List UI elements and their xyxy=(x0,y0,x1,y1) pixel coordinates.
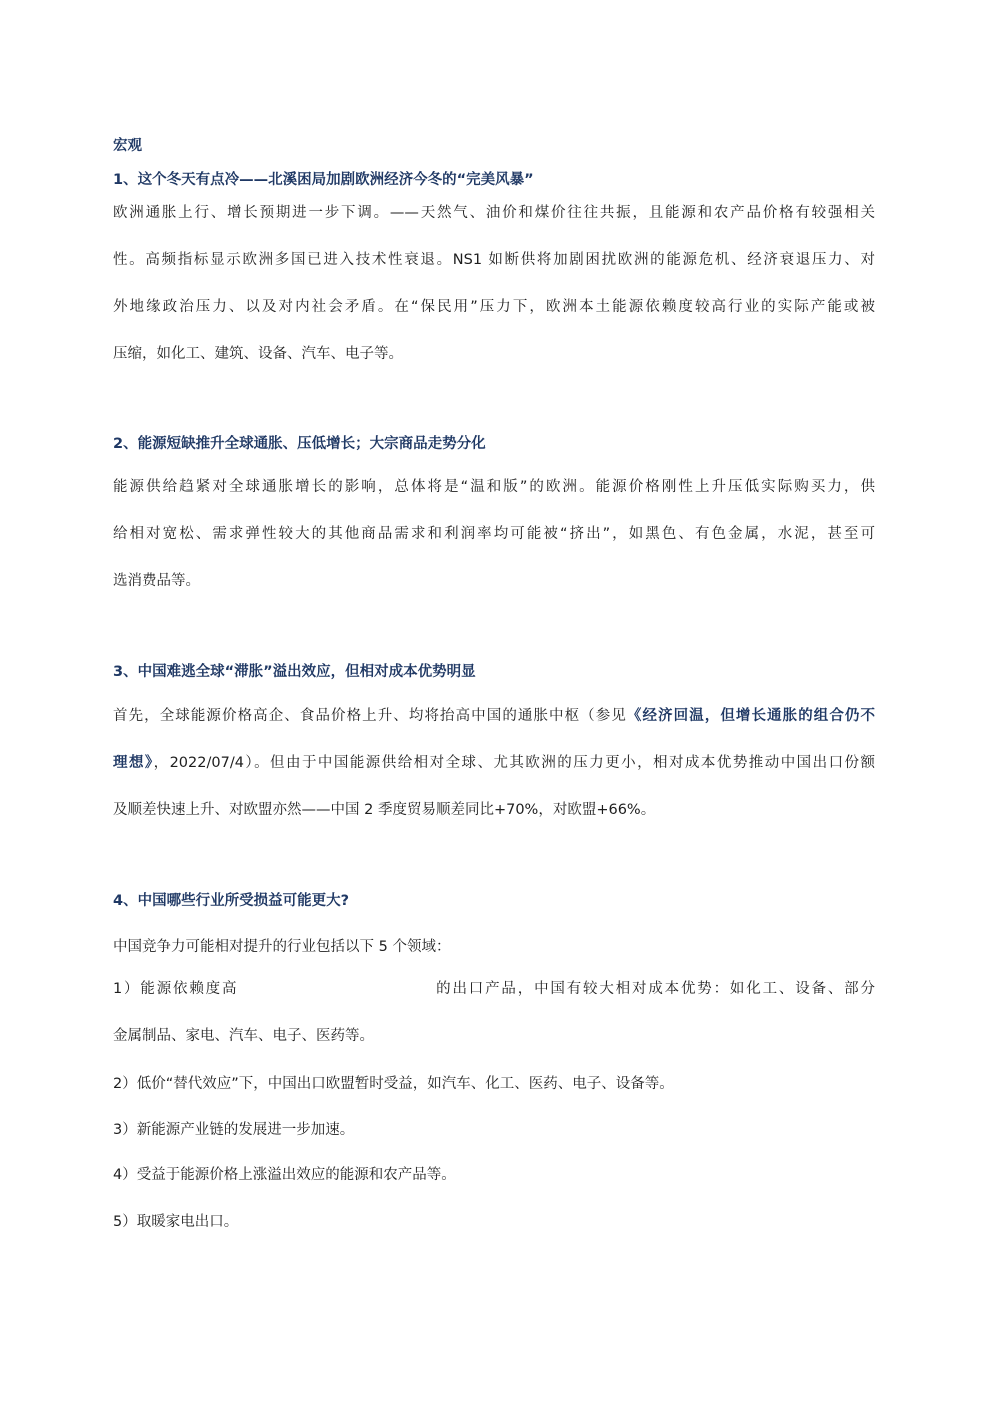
paragraph-1-line: 外地缘政治压力、以及对内社会矛盾。在“保民用”压力下，欧洲本土能源依赖度较高行业的实际产能或被 xyxy=(113,299,875,315)
paragraph-3-line xyxy=(113,740,875,787)
report-reference-link-end[interactable]: 理想》 xyxy=(113,755,154,771)
heading-1: 1、这个冬天有点冷——北溪困局加剧欧洲经济今冬的“完美风暴” xyxy=(113,172,534,188)
paragraph-3-line: 及顺差快速上升、对欧盟亦然——中国 2 季度贸易顺差同比+70%，对欧盟+66%。 xyxy=(113,802,656,818)
heading-4: 4、中国哪些行业所受损益可能更大? xyxy=(113,893,349,909)
section-title: 宏观 xyxy=(113,138,142,154)
paragraph-3 xyxy=(113,693,875,834)
list-item-5: 5）取暖家电出口。 xyxy=(113,1214,239,1230)
paragraph-2-line: 选消费品等。 xyxy=(113,573,200,589)
paragraph-3-text: ，2022/07/4）。但由于中国能源供给相对全球、尤其欧洲的压力更小，相对成本优势推动中国出口份额 xyxy=(153,755,875,771)
paragraph-2-line: 能源供给趋紧对全球通胀增长的影响，总体将是“温和版”的欧洲。能源价格刚性上升压低实际购买力，供 xyxy=(113,479,875,495)
list-item-1-line xyxy=(113,966,875,1013)
heading-2: 2、能源短缺推升全球通胀、压低增长；大宗商品走势分化 xyxy=(113,436,486,452)
paragraph-3-text: 首先，全球能源价格高企、食品价格上升、均将抬高中国的通胀中枢（参见 xyxy=(113,708,627,724)
list-item-1-text: 的出口产品，中国有较大相对成本优势：如化工、设备、部分 xyxy=(434,981,876,997)
list-item-2: 2）低价“替代效应”下，中国出口欧盟暂时受益，如汽车、化工、医药、电子、设备等。 xyxy=(113,1076,674,1092)
list-item-1-text: 1）能源依赖度高 xyxy=(113,981,239,997)
paragraph-2 xyxy=(113,464,875,605)
list-item-3: 3）新能源产业链的发展进一步加速。 xyxy=(113,1122,355,1138)
list-item-1 xyxy=(113,966,875,1060)
list-item-4: 4）受益于能源价格上涨溢出效应的能源和农产品等。 xyxy=(113,1167,456,1183)
paragraph-2-line: 给相对宽松、需求弹性较大的其他商品需求和利润率均可能被“挤出”，如黑色、有色金属，水泥，甚至可 xyxy=(113,526,875,542)
paragraph-1-line: 欧洲通胀上行、增长预期进一步下调。——天然气、油价和煤价往往共振，且能源和农产品价格有较强相关 xyxy=(113,205,875,221)
paragraph-3-line xyxy=(113,693,875,740)
paragraph-1-line: 压缩，如化工、建筑、设备、汽车、电子等。 xyxy=(113,346,403,362)
heading-3: 3、中国难逃全球“滞胀”溢出效应，但相对成本优势明显 xyxy=(113,664,476,680)
list-intro: 中国竞争力可能相对提升的行业包括以下 5 个领域： xyxy=(113,939,451,955)
report-reference-link[interactable]: 《经济回温，但增长通胀的组合仍不 xyxy=(626,708,875,724)
list-item-1-line: 金属制品、家电、汽车、电子、医药等。 xyxy=(113,1028,374,1044)
paragraph-1 xyxy=(113,190,875,378)
paragraph-1-line: 性。高频指标显示欧洲多国已进入技术性衰退。NS1 如断供将加剧困扰欧洲的能源危机、经济衰退压力、对 xyxy=(113,252,875,268)
